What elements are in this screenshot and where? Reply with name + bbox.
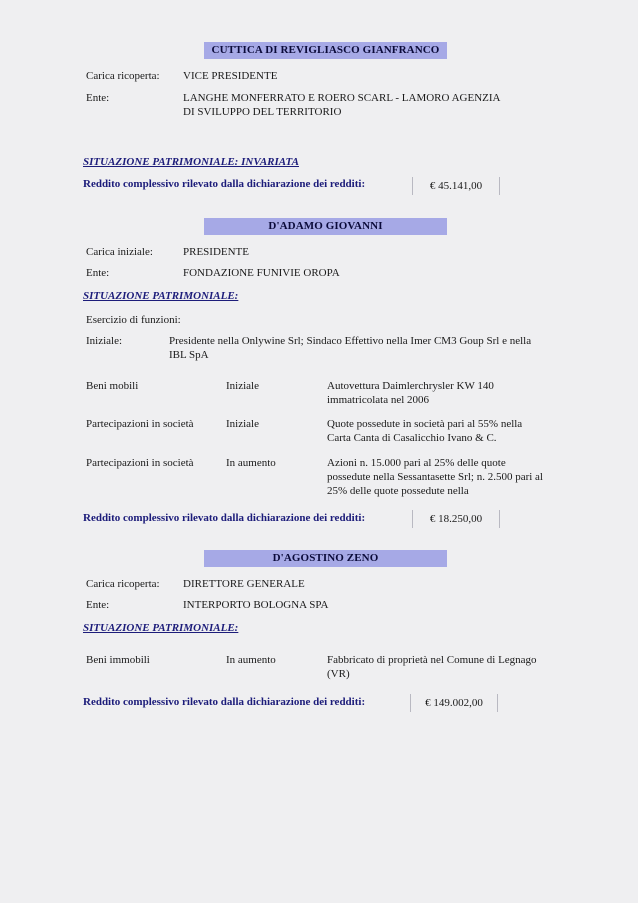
reddito-amount: € 18.250,00	[412, 510, 500, 528]
iniziale-label: Iniziale:	[86, 335, 123, 347]
asset-category: Partecipazioni in società	[86, 457, 194, 469]
situazione-patrimoniale: SITUAZIONE PATRIMONIALE:	[83, 622, 239, 634]
situazione-patrimoniale: SITUAZIONE PATRIMONIALE: INVARIATA	[83, 156, 299, 168]
asset-status: In aumento	[226, 457, 276, 469]
asset-desc-line2: Carta Canta di Casalicchio Ivano & C.	[327, 432, 497, 444]
ente-value: INTERPORTO BOLOGNA SPA	[183, 599, 329, 611]
asset-status: Iniziale	[226, 380, 259, 392]
esercizio-label: Esercizio di funzioni:	[86, 314, 181, 326]
role-label: Carica ricoperta:	[86, 578, 160, 590]
asset-category: Partecipazioni in società	[86, 418, 194, 430]
ente-value-line1: LANGHE MONFERRATO E ROERO SCARL - LAMORO AGENZIA	[183, 92, 501, 104]
reddito-label: Reddito complessivo rilevato dalla dichiarazione dei redditi:	[83, 696, 366, 708]
role-value: PRESIDENTE	[183, 246, 249, 258]
person-header-dadamo: D'ADAMO GIOVANNI	[204, 218, 447, 235]
asset-desc-line2: (VR)	[327, 668, 350, 680]
iniziale-line1: Presidente nella Onlywine Srl; Sindaco Effettivo nella Imer CM3 Goup Srl e nella	[169, 335, 532, 347]
ente-label: Ente:	[86, 267, 110, 279]
asset-status: Iniziale	[226, 418, 259, 430]
asset-desc-line1: Fabbricato di proprietà nel Comune di Legnago	[327, 654, 537, 666]
reddito-amount: € 149.002,00	[410, 694, 498, 712]
ente-value: FONDAZIONE FUNIVIE OROPA	[183, 267, 340, 279]
person-header-cuttica: CUTTICA DI REVIGLIASCO GIANFRANCO	[204, 42, 447, 59]
reddito-label: Reddito complessivo rilevato dalla dichiarazione dei redditi:	[83, 178, 366, 190]
person-header-dagostino: D'AGOSTINO ZENO	[204, 550, 447, 567]
asset-desc-line3: 25% delle quote possedute nella	[327, 485, 469, 497]
ente-value-line2: DI SVILUPPO DEL TERRITORIO	[183, 106, 342, 118]
asset-desc-line1: Azioni n. 15.000 pari al 25% delle quote	[327, 457, 506, 469]
ente-label: Ente:	[86, 599, 110, 611]
role-value: DIRETTORE GENERALE	[183, 578, 305, 590]
role-label: Carica iniziale:	[86, 246, 153, 258]
asset-status: In aumento	[226, 654, 276, 666]
asset-category: Beni mobili	[86, 380, 139, 392]
role-label: Carica ricoperta:	[86, 70, 160, 82]
iniziale-line2: IBL SpA	[169, 349, 209, 361]
asset-desc-line1: Quote possedute in società pari al 55% nella	[327, 418, 523, 430]
role-value: VICE PRESIDENTE	[183, 70, 278, 82]
asset-desc-line2: immatricolata nel 2006	[327, 394, 430, 406]
situazione-patrimoniale: SITUAZIONE PATRIMONIALE:	[83, 290, 239, 302]
asset-desc-line2: possedute nella Sessantasette Srl; n. 2.500 pari al	[327, 471, 543, 483]
asset-desc-line1: Autovettura Daimlerchrysler KW 140	[327, 380, 494, 392]
reddito-amount: € 45.141,00	[412, 177, 500, 195]
reddito-label: Reddito complessivo rilevato dalla dichiarazione dei redditi:	[83, 512, 366, 524]
asset-category: Beni immobili	[86, 654, 150, 666]
ente-label: Ente:	[86, 92, 110, 104]
